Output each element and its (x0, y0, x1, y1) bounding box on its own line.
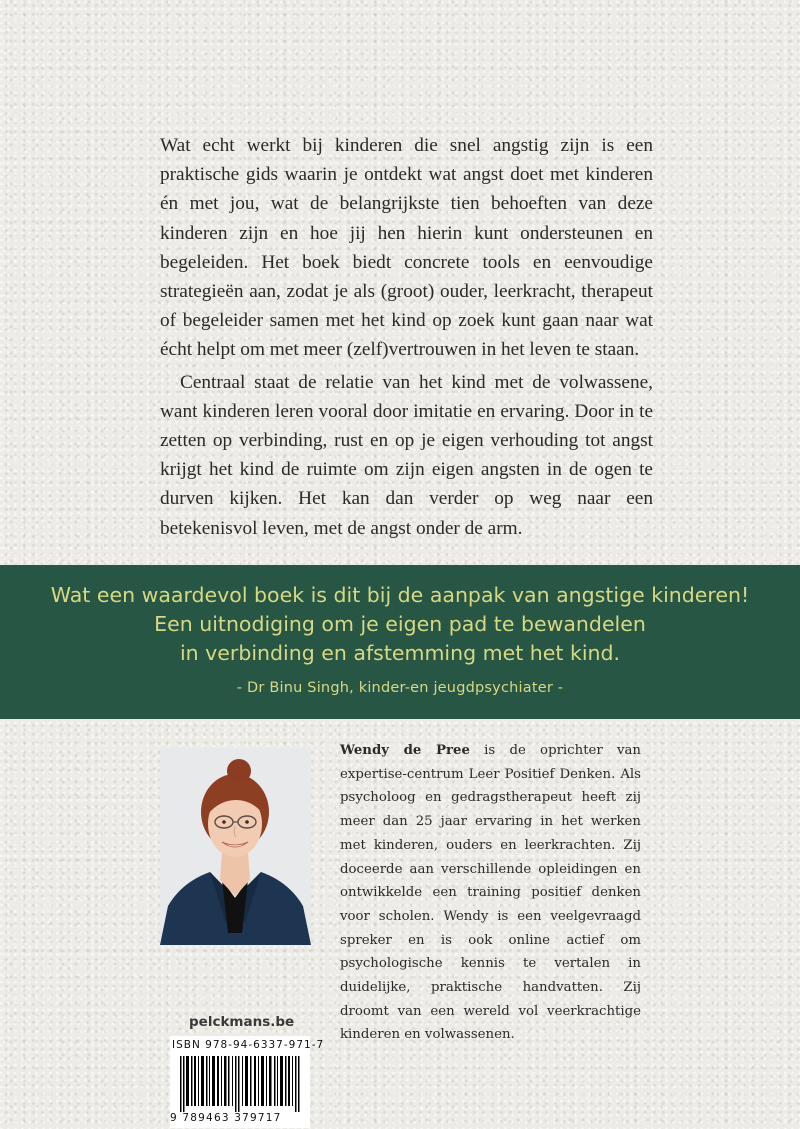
blurb-paragraph-1: Wat echt werkt bij kinderen die snel angstig zijn is een praktische gids waarin je ontdekt wat angst doet met kinderen én met jou, wat de belangrijkste tien behoeften van deze kinderen zijn en hoe jij hen hierin kunt ondersteunen en begeleiden. Het boek biedt concrete tools en eenvoudige strategieën aan, zodat je als (groot) ouder, leerkracht, therapeut of begeleider samen met het kind op zoek kunt gaan naar wat écht helpt om met meer (zelf)vertrouwen in het leven te staan. (160, 135, 653, 361)
blurb-paragraph-2: Centraal staat de relatie van het kind met de volwassene, want kinderen leren vooral door imitatie en ervaring. Door in te zetten op verbinding, rust en op je eigen verhouding tot angst krijgt het kind de ruimte om zijn eigen angsten in de ogen te durven kijken. Het kan dan verder op weg naar een betekenisvol leven, met de angst onder de arm. (160, 371, 653, 539)
isbn-barcode-block (170, 1036, 325, 1128)
author-bio (340, 739, 641, 1047)
isbn-label: ISBN 978-94-6337-971-7 (172, 1039, 325, 1051)
back-cover-blurb (160, 131, 653, 543)
quote-attribution: - Dr Binu Singh, kinder-en jeugdpsychiater - (236, 680, 564, 696)
barcode-icon (176, 1056, 306, 1112)
author-bio-text: is de oprichter van expertise-centrum Leer Positief Denken. Als psycholoog en gedragstherapeut heeft zij meer dan 25 jaar ervaring in het werken met kinderen, ouders en leerkrachten. Zij doceerde aan verschillende opleidingen en ontwikkelde een training positief denken voor scholen. Wendy is een veelgevraagd spreker en is ook online actief om psychologische kennis te vertalen in duidelijke, praktische handvatten. Zij droomt van een wereld vol veerkrachtige kinderen en volwassenen. (340, 743, 641, 1043)
author-name: Wendy de Pree (340, 743, 470, 758)
endorsement-quote (0, 565, 800, 668)
endorsement-quote-band (0, 565, 800, 719)
publisher-website: pelckmans.be (189, 1014, 295, 1030)
quote-line-1: Wat een waardevol boek is dit bij de aanpak van angstige kinderen! (50, 583, 750, 607)
barcode-digits: 9 789463 379717 (170, 1112, 282, 1124)
author-photo (160, 748, 311, 945)
quote-line-2: Een uitnodiging om je eigen pad te bewandelen (154, 612, 646, 636)
quote-line-3: in verbinding en afstemming met het kind. (179, 641, 621, 665)
author-portrait-illustration (160, 748, 311, 945)
